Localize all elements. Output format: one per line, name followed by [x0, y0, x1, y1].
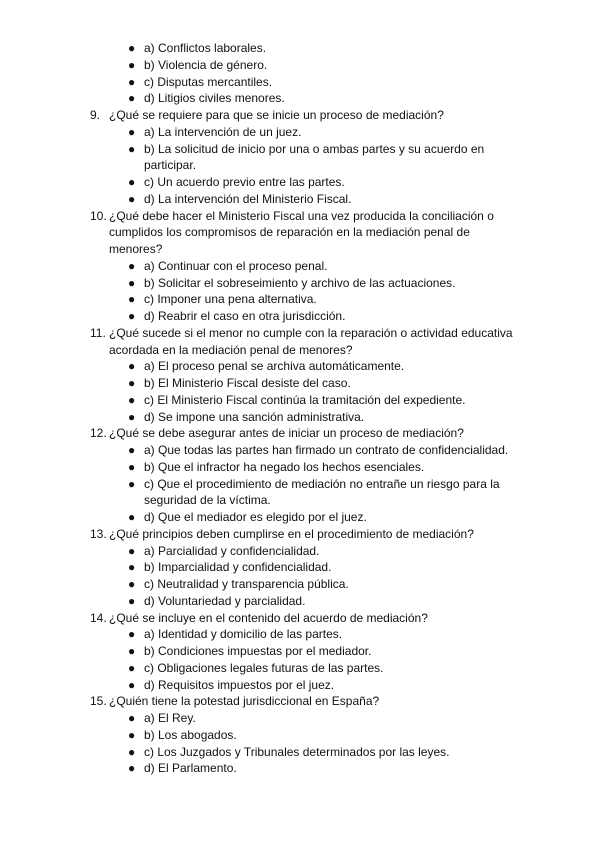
- bullet-icon: ●: [128, 292, 136, 307]
- option-text: d) El Parlamento.: [144, 761, 237, 776]
- option-text: a) Continuar con el proceso penal.: [144, 258, 328, 273]
- option-text: b) La solicitud de inicio por una o ambas partes y su acuerdo en: [144, 141, 485, 156]
- bullet-icon: ●: [128, 191, 136, 206]
- bullet-icon: ●: [128, 593, 136, 608]
- bullet-icon: ●: [128, 275, 136, 290]
- answer-option: [0, 40, 600, 57]
- answer-option: [0, 90, 600, 107]
- question-number: 14.: [90, 610, 107, 625]
- answer-option: [0, 308, 600, 325]
- bullet-icon: ●: [128, 41, 136, 55]
- option-text: a) Identidad y domicilio de las partes.: [144, 627, 343, 642]
- question-number: 9.: [90, 108, 101, 122]
- question-item: [0, 526, 600, 610]
- bullet-icon: ●: [128, 309, 136, 323]
- question-list: [0, 40, 600, 777]
- question-text: ¿Qué se incluye en el contenido del acuerdo de mediación?: [109, 610, 428, 625]
- bullet-icon: ●: [128, 175, 136, 189]
- bullet-icon: ●: [128, 359, 136, 374]
- question-item: [0, 208, 600, 325]
- option-text: c) Disputas mercantiles.: [144, 74, 273, 89]
- bullet-icon: ●: [128, 560, 136, 575]
- question-text: ¿Qué se debe asegurar antes de iniciar un proceso de mediación?: [109, 426, 464, 441]
- question-text: ¿Qué debe hacer el Ministerio Fiscal una vez producida la conciliación o: [109, 208, 494, 223]
- question-number: 10.: [90, 208, 107, 223]
- bullet-icon: ●: [128, 727, 136, 742]
- option-text: d) Que el mediador es elegido por el juez.: [144, 510, 367, 524]
- option-text: a) Que todas las partes han firmado un contrato de confidencialidad.: [144, 443, 509, 457]
- bullet-icon: ●: [128, 577, 136, 591]
- bullet-icon: ●: [128, 510, 136, 524]
- option-text: c) Que el procedimiento de mediación no entrañe un riesgo para la: [144, 476, 500, 491]
- question-text: ¿Quién tiene la potestad jurisdiccional en España?: [109, 694, 380, 709]
- option-text: d) La intervención del Ministerio Fiscal.: [144, 191, 352, 206]
- option-text: c) El Ministerio Fiscal continúa la tramitación del expediente.: [144, 392, 466, 407]
- bullet-icon: ●: [128, 141, 136, 156]
- question-text: ¿Qué se requiere para que se inicie un proceso de mediación?: [109, 108, 444, 122]
- bullet-icon: ●: [128, 744, 136, 759]
- question-item: [0, 425, 600, 526]
- answer-option: [0, 258, 600, 275]
- question-item: [0, 107, 600, 208]
- option-text: d) Reabrir el caso en otra jurisdicción.: [144, 309, 346, 323]
- option-text: c) Obligaciones legales futuras de las partes.: [144, 660, 384, 675]
- answer-option: [0, 392, 600, 409]
- option-text: b) Imparcialidad y confidencialidad.: [144, 560, 332, 575]
- option-text: b) Solicitar el sobreseimiento y archivo de las actuaciones.: [144, 275, 456, 290]
- option-text: c) Neutralidad y transparencia pública.: [144, 577, 349, 591]
- question-item: [0, 693, 600, 777]
- answer-option: [0, 727, 600, 744]
- option-text: a) Conflictos laborales.: [144, 41, 267, 55]
- bullet-icon: ●: [128, 543, 136, 558]
- bullet-icon: ●: [128, 476, 136, 491]
- option-text: d) Litigios civiles menores.: [144, 91, 285, 106]
- answer-option: [0, 677, 600, 694]
- option-text: b) Condiciones impuestas por el mediador.: [144, 644, 372, 658]
- option-text: d) Se impone una sanción administrativa.: [144, 409, 365, 424]
- option-text: a) El proceso penal se archiva automáticamente.: [144, 359, 405, 374]
- answer-option: [0, 57, 600, 74]
- bullet-icon: ●: [128, 376, 136, 390]
- question-item: [0, 325, 600, 426]
- answer-option: [0, 124, 600, 141]
- bullet-icon: ●: [128, 644, 136, 658]
- question-number: 11.: [90, 325, 106, 340]
- answer-option: [0, 191, 600, 208]
- option-text: a) Parcialidad y confidencialidad.: [144, 543, 320, 558]
- answer-option: [0, 442, 600, 459]
- question-text: cumplidos los compromisos de reparación en la mediación penal de: [109, 225, 470, 240]
- question-text: menores?: [109, 242, 163, 256]
- answer-option: [0, 643, 600, 660]
- answer-option: [0, 358, 600, 375]
- answer-option: [0, 626, 600, 643]
- answer-option: [0, 174, 600, 191]
- answer-option: [0, 476, 600, 510]
- bullet-icon: ●: [128, 392, 136, 407]
- answer-option: [0, 275, 600, 292]
- option-text: a) La intervención de un juez.: [144, 124, 302, 139]
- question-number: 13.: [90, 526, 107, 541]
- question-text: ¿Qué principios deben cumplirse en el procedimiento de mediación?: [109, 526, 474, 541]
- answer-option: [0, 660, 600, 677]
- bullet-icon: ●: [128, 761, 136, 776]
- bullet-icon: ●: [128, 677, 136, 692]
- option-text: d) Voluntariedad y parcialidad.: [144, 593, 306, 608]
- option-text: b) Los abogados.: [144, 727, 237, 742]
- answer-option: [0, 74, 600, 91]
- option-text: b) Violencia de género.: [144, 57, 268, 72]
- option-text: c) Los Juzgados y Tribunales determinados por las leyes.: [144, 744, 450, 759]
- bullet-icon: ●: [128, 74, 136, 89]
- answer-option: [0, 710, 600, 727]
- answer-option: [0, 291, 600, 308]
- option-text: d) Requisitos impuestos por el juez.: [144, 677, 335, 692]
- answer-option: [0, 459, 600, 476]
- option-text: b) El Ministerio Fiscal desiste del caso.: [144, 376, 351, 390]
- answer-option: [0, 543, 600, 560]
- answer-option: [0, 509, 600, 526]
- question-number: 15.: [90, 694, 107, 709]
- answer-option: [0, 409, 600, 426]
- bullet-icon: ●: [128, 124, 136, 139]
- question-item: [0, 610, 600, 694]
- option-text: a) El Rey.: [144, 711, 196, 725]
- option-text: seguridad de la víctima.: [144, 493, 271, 508]
- answer-option: [0, 559, 600, 576]
- answer-option: [0, 375, 600, 392]
- question-text: ¿Qué sucede si el menor no cumple con la reparación o actividad educativa: [109, 325, 513, 340]
- bullet-icon: ●: [128, 57, 136, 72]
- option-text: c) Un acuerdo previo entre las partes.: [144, 175, 345, 189]
- option-text: b) Que el infractor ha negado los hechos esenciales.: [144, 459, 425, 474]
- bullet-icon: ●: [128, 459, 136, 474]
- bullet-icon: ●: [128, 443, 136, 457]
- answer-option: [0, 141, 600, 175]
- answer-option: [0, 744, 600, 761]
- bullet-icon: ●: [128, 91, 136, 106]
- bullet-icon: ●: [128, 627, 136, 642]
- option-text: participar.: [144, 158, 197, 173]
- question-number: 12.: [90, 426, 107, 441]
- answer-option: [0, 576, 600, 593]
- bullet-icon: ●: [128, 258, 136, 273]
- bullet-icon: ●: [128, 409, 136, 424]
- answer-option: [0, 593, 600, 610]
- bullet-icon: ●: [128, 660, 136, 675]
- question-text: acordada en la mediación penal de menores?: [109, 342, 353, 357]
- answer-option: [0, 760, 600, 777]
- bullet-icon: ●: [128, 711, 136, 725]
- option-text: c) Imponer una pena alternativa.: [144, 292, 317, 307]
